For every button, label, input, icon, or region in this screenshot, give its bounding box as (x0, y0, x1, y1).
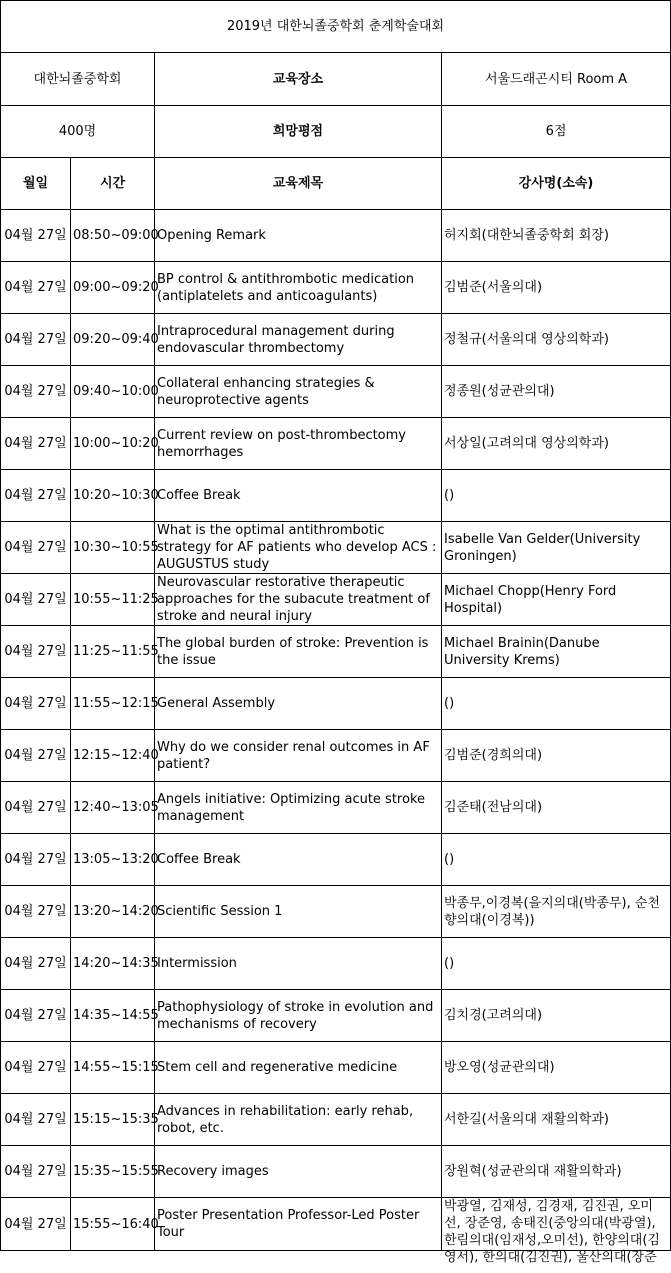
subject-cell-text: Current review on post-thrombectomy hemorrhages (157, 427, 406, 460)
page-title: 2019년 대한뇌졸중학회 춘계학술대회 (1, 1, 671, 53)
time-cell-text: 10:55~11:25 (73, 592, 159, 607)
time-cell-text: 14:35~14:55 (73, 1008, 159, 1023)
rating-row (1, 106, 671, 158)
subject-cell (155, 522, 442, 574)
subject-cell-text: Coffee Break (157, 852, 241, 867)
table-row (1, 314, 671, 366)
speaker-cell (442, 990, 671, 1042)
subject-cell (155, 1094, 442, 1146)
time-cell-text: 11:55~12:15 (73, 696, 159, 711)
table-row (1, 782, 671, 834)
subject-cell (155, 990, 442, 1042)
table-row (1, 262, 671, 314)
speaker-cell (442, 574, 671, 626)
subject-cell-text: What is the optimal antithrombotic strategy for AF patients who develop ACS : AUGUSTUS study (157, 523, 437, 572)
subject-cell (155, 314, 442, 366)
time-cell (71, 366, 159, 418)
subject-cell (155, 210, 442, 262)
header-time: 시간 (71, 158, 155, 210)
date-cell-text: 04월 27일 (4, 1060, 67, 1075)
time-cell-text: 14:55~15:15 (73, 1060, 159, 1075)
speaker-cell-text: 정종원(성균관의대) (444, 384, 555, 399)
time-cell-text: 12:40~13:05 (73, 800, 159, 815)
date-cell (1, 1042, 71, 1094)
speaker-cell-text: 김범준(서울의대) (444, 280, 543, 295)
subject-cell (155, 938, 442, 990)
subject-cell-text: Neurovascular restorative therapeutic approaches for the subacute treatment of stroke and neural injury (157, 575, 430, 624)
time-cell-text: 14:20~14:35 (73, 956, 159, 971)
date-cell (1, 782, 71, 834)
subject-cell (155, 470, 442, 522)
subject-cell (155, 262, 442, 314)
date-cell (1, 938, 71, 990)
date-cell-text: 04월 27일 (4, 1112, 67, 1127)
subject-cell-text: Why do we consider renal outcomes in AF patient? (157, 739, 430, 772)
time-cell-text: 09:00~09:20 (73, 280, 159, 295)
time-cell-text: 11:25~11:55 (73, 644, 159, 659)
speaker-cell (442, 470, 671, 522)
header-date: 월일 (1, 158, 71, 210)
date-cell-text: 04월 27일 (4, 436, 67, 451)
speaker-cell-text: Michael Chopp(Henry Ford Hospital) (444, 583, 617, 616)
subject-cell (155, 1146, 442, 1198)
date-cell-text: 04월 27일 (4, 800, 67, 815)
rating-value: 6점 (442, 106, 671, 158)
table-row (1, 366, 671, 418)
rating-label: 희망평점 (155, 106, 442, 158)
time-cell (71, 938, 159, 990)
date-cell (1, 418, 71, 470)
date-cell-text: 04월 27일 (4, 1164, 67, 1179)
date-cell (1, 522, 71, 574)
time-cell (71, 626, 159, 678)
time-cell (71, 418, 159, 470)
table-row (1, 522, 671, 574)
table-row (1, 990, 671, 1042)
table-row (1, 418, 671, 470)
speaker-cell-text: () (444, 488, 455, 503)
date-cell-text: 04월 27일 (4, 280, 67, 295)
table-row (1, 1146, 671, 1198)
time-cell-text: 15:55~16:40 (73, 1216, 159, 1232)
subject-cell-text: Opening Remark (157, 228, 266, 243)
speaker-cell-text: () (444, 852, 455, 867)
subject-cell (155, 574, 442, 626)
table-row (1, 210, 671, 262)
date-cell (1, 834, 71, 886)
table-row (1, 834, 671, 886)
table-row (1, 470, 671, 522)
title-row (1, 1, 671, 53)
org-name: 대한뇌졸중학회 (1, 53, 155, 106)
date-cell (1, 366, 71, 418)
date-cell (1, 1146, 71, 1198)
venue-row (1, 53, 671, 106)
date-cell-text: 04월 27일 (4, 592, 67, 607)
speaker-cell-text: 정철규(서울의대 영상의학과) (444, 332, 609, 347)
table-row (1, 1094, 671, 1146)
subject-cell (155, 1042, 442, 1094)
subject-cell (155, 418, 442, 470)
date-cell (1, 886, 71, 938)
date-cell-text: 04월 27일 (4, 956, 67, 971)
time-cell (71, 262, 159, 314)
speaker-cell-text: Isabelle Van Gelder(University Groningen) (444, 531, 641, 564)
time-cell-text: 13:20~14:20 (73, 904, 159, 919)
date-cell-text: 04월 27일 (4, 540, 67, 555)
subject-cell (155, 834, 442, 886)
date-cell-text: 04월 27일 (4, 852, 67, 867)
date-cell (1, 314, 71, 366)
date-cell (1, 470, 71, 522)
date-cell (1, 574, 71, 626)
speaker-cell-text: () (444, 956, 455, 971)
subject-cell-text: Coffee Break (157, 488, 241, 503)
venue-label: 교육장소 (155, 53, 442, 106)
speaker-cell-text: 김범준(경희의대) (444, 748, 543, 763)
speaker-cell (442, 678, 671, 730)
subject-cell-text: Poster Presentation Professor-Led Poster Tour (157, 1208, 420, 1240)
speaker-cell-text: Michael Brainin(Danube University Krems) (444, 635, 600, 668)
speaker-cell-text: () (444, 696, 455, 711)
date-cell (1, 678, 71, 730)
date-cell-text: 04월 27일 (4, 696, 67, 711)
date-cell-text: 04월 27일 (4, 332, 67, 347)
subject-cell-text: The global burden of stroke: Prevention is the issue (157, 635, 429, 668)
subject-cell (155, 886, 442, 938)
time-cell (71, 522, 159, 574)
time-cell (71, 1042, 159, 1094)
speaker-cell (442, 314, 671, 366)
speaker-cell-text: 장원혁(성균관의대 재활의학과) (444, 1164, 622, 1179)
speaker-cell-text: 서상일(고려의대 영상의학과) (444, 436, 609, 451)
date-cell-text: 04월 27일 (4, 748, 67, 763)
time-cell-text: 10:00~10:20 (73, 436, 159, 451)
time-cell-text: 13:05~13:20 (73, 852, 159, 867)
time-cell-text: 10:20~10:30 (73, 488, 159, 503)
speaker-cell (442, 262, 671, 314)
time-cell-text: 12:15~12:40 (73, 748, 159, 763)
speaker-cell (442, 730, 671, 782)
speaker-cell (442, 210, 671, 262)
subject-cell (155, 730, 442, 782)
speaker-cell-text: 박종무,이경복(을지의대(박종무), 순천향의대(이경복)) (444, 895, 660, 928)
subject-cell-text: Recovery images (157, 1164, 269, 1179)
table-row (1, 730, 671, 782)
subject-cell-text: BP control & antithrombotic medication (antiplatelets and anticoagulants) (157, 271, 415, 304)
time-cell (71, 886, 159, 938)
subject-cell-text: Collateral enhancing strategies & neuroprotective agents (157, 375, 375, 408)
header-speaker: 강사명(소속) (442, 158, 671, 210)
time-cell-text: 15:35~15:55 (73, 1164, 159, 1179)
time-cell (71, 574, 159, 626)
date-cell (1, 990, 71, 1042)
date-cell-text: 04월 27일 (4, 644, 67, 659)
subject-cell-text: General Assembly (157, 696, 276, 711)
time-cell (71, 314, 159, 366)
subject-cell (155, 678, 442, 730)
subject-cell-text: Intermission (157, 956, 237, 971)
speaker-cell (442, 366, 671, 418)
subject-cell-text: Pathophysiology of stroke in evolution and mechanisms of recovery (157, 999, 434, 1032)
date-cell (1, 1094, 71, 1146)
date-cell (1, 1198, 71, 1251)
time-cell (71, 1198, 159, 1251)
venue-value: 서울드래곤시티 Room A (442, 53, 671, 106)
subject-cell-text: Angels initiative: Optimizing acute stroke management (157, 791, 426, 824)
speaker-cell-text: 김준태(전남의대) (444, 800, 543, 815)
table-row (1, 678, 671, 730)
time-cell (71, 782, 159, 834)
subject-cell-text: Stem cell and regenerative medicine (157, 1060, 398, 1075)
subject-cell (155, 626, 442, 678)
subject-cell-text: Advances in rehabilitation: early rehab, robot, etc. (157, 1103, 414, 1136)
time-cell-text: 09:20~09:40 (73, 332, 159, 347)
table-row (1, 1042, 671, 1094)
speaker-cell-text: 박광열, 김재성, 김경재, 김진권, 오미선, 장준영, 송태진(중앙의대(박광열), 한림의대(임재성,오미선), 한양의대(김영서), 한의대(김진권), 울산의대(장준 (444, 1199, 660, 1265)
date-cell-text: 04월 27일 (4, 488, 67, 503)
speaker-cell (442, 1042, 671, 1094)
time-cell (71, 990, 159, 1042)
date-cell (1, 730, 71, 782)
subject-cell (155, 1198, 442, 1251)
speaker-cell (442, 886, 671, 938)
subject-cell (155, 366, 442, 418)
time-cell (71, 834, 159, 886)
date-cell (1, 626, 71, 678)
table-row (1, 626, 671, 678)
speaker-cell (442, 834, 671, 886)
speaker-cell (442, 1146, 671, 1198)
date-cell (1, 210, 71, 262)
time-cell (71, 470, 159, 522)
date-cell-text: 04월 27일 (4, 1216, 67, 1232)
speaker-cell (442, 1094, 671, 1146)
header-subject: 교육제목 (155, 158, 442, 210)
time-cell (71, 730, 159, 782)
speaker-cell (442, 1198, 671, 1265)
table-row (1, 886, 671, 938)
time-cell-text: 10:30~10:55 (73, 540, 159, 555)
date-cell-text: 04월 27일 (4, 384, 67, 399)
speaker-cell-text: 서한길(서울의대 재활의학과) (444, 1112, 609, 1127)
time-cell-text: 08:50~09:00 (73, 228, 159, 243)
time-cell (71, 678, 159, 730)
speaker-cell (442, 782, 671, 834)
date-cell-text: 04월 27일 (4, 1008, 67, 1023)
speaker-cell-text: 허지회(대한뇌졸중학회 회장) (444, 228, 609, 243)
time-cell (71, 1146, 159, 1198)
subject-cell-text: Scientific Session 1 (157, 904, 283, 919)
speaker-cell-text: 방오영(성균관의대) (444, 1060, 555, 1075)
subject-cell (155, 782, 442, 834)
speaker-cell (442, 418, 671, 470)
time-cell (71, 210, 159, 262)
table-row (1, 938, 671, 990)
time-cell-text: 15:15~15:35 (73, 1112, 159, 1127)
date-cell (1, 262, 71, 314)
table-row (1, 1198, 671, 1251)
time-cell (71, 1094, 159, 1146)
speaker-cell (442, 938, 671, 990)
subject-cell-text: Intraprocedural management during endovascular thrombectomy (157, 323, 395, 356)
capacity-value: 400명 (1, 106, 155, 158)
speaker-cell-text: 김치경(고려의대) (444, 1008, 543, 1023)
header-row (1, 158, 671, 210)
date-cell-text: 04월 27일 (4, 904, 67, 919)
table-row (1, 574, 671, 626)
date-cell-text: 04월 27일 (4, 228, 67, 243)
time-cell-text: 09:40~10:00 (73, 384, 159, 399)
speaker-cell (442, 626, 671, 678)
speaker-cell (442, 522, 671, 574)
